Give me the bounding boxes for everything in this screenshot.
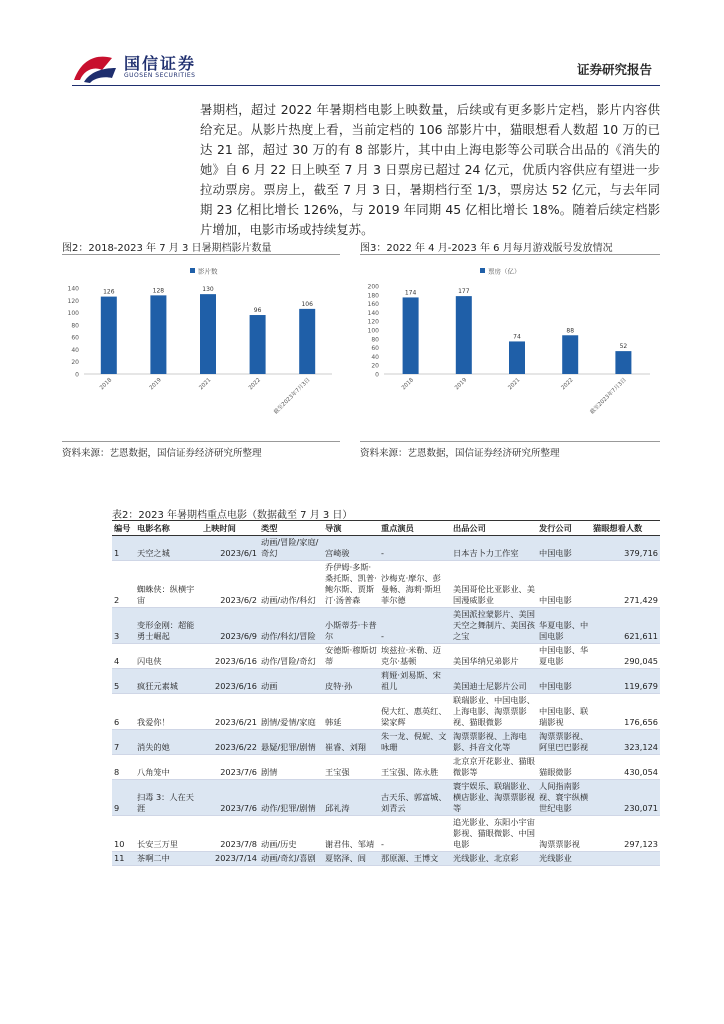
table-cell — [591, 852, 660, 866]
table-cell: 古天乐、郭富城、刘青云 — [379, 780, 451, 816]
table-row — [112, 694, 660, 730]
table-cell: 埃兹拉·米勒、迈克尔·基顿 — [379, 644, 451, 669]
table-cell: 11 — [112, 852, 135, 866]
table-cell: 消失的她 — [135, 730, 201, 755]
table-cell: 八角笼中 — [135, 755, 201, 780]
table-cell: 美国华纳兄弟影片 — [451, 644, 537, 669]
company-logo — [72, 50, 198, 84]
fig2-xtick-label: 2018 — [99, 377, 114, 392]
table-cell: 淘票票影视、阿里巴巴影视 — [537, 730, 591, 755]
table2 — [112, 520, 660, 866]
fig3-ytick-label: 80 — [371, 336, 379, 344]
table-cell: 王宝强 — [323, 755, 379, 780]
table-cell: 中国电影、联瑞影视 — [537, 694, 591, 730]
table-cell: 动画/奇幻/喜剧 — [259, 852, 323, 866]
table-cell: 人间指南影视、寰宇纵横世纪电影 — [537, 780, 591, 816]
table-cell: 9 — [112, 780, 135, 816]
table-cell: 379,716 — [591, 536, 660, 561]
figure2-chart — [62, 256, 340, 442]
table-cell: 扫毒 3：人在天涯 — [135, 780, 201, 816]
table-cell: 联瑞影业、中国电影、上海电影、淘票票影视、猫眼微影 — [451, 694, 537, 730]
fig2-bar — [200, 294, 216, 374]
logo-text-en: GUOSEN SECURITIES — [124, 72, 196, 79]
table-cell: 621,611 — [591, 608, 660, 644]
fig2-bar — [150, 295, 166, 374]
table-cell: 动画/冒险/家庭/奇幻 — [259, 536, 323, 561]
table-cell: 271,429 — [591, 561, 660, 608]
fig2-bar — [299, 309, 315, 374]
fig2-data-label: 126 — [103, 288, 115, 296]
fig3-bar — [562, 335, 578, 374]
table-cell: 动画 — [259, 669, 323, 694]
table-cell: 王宝强、陈永胜 — [379, 755, 451, 780]
figure2-source: 资料来源：艺恩数据，国信证券经济研究所整理 — [62, 448, 262, 459]
figure2-bottom-rule — [62, 441, 340, 442]
fig3-legend-swatch — [480, 268, 485, 273]
table-cell: 动画/历史 — [259, 816, 323, 852]
col-header: 电影名称 — [135, 521, 201, 536]
table-row — [112, 561, 660, 608]
table-cell: - — [379, 608, 451, 644]
fig2-bar — [250, 315, 266, 374]
fig3-data-label: 88 — [566, 327, 575, 335]
table-cell: - — [379, 536, 451, 561]
figure2-top-rule — [62, 254, 340, 255]
table-cell: 朱一龙、倪妮、文咏珊 — [379, 730, 451, 755]
table-cell: 华夏电影、中国电影 — [537, 608, 591, 644]
col-header: 出品公司 — [451, 521, 537, 536]
fig2-xtick-label: 2021 — [198, 377, 213, 392]
guosen-logo-icon — [72, 52, 118, 84]
table-cell: 韩延 — [323, 694, 379, 730]
fig2-ytick-label: 60 — [71, 334, 79, 342]
table-cell: 蜘蛛侠：纵横宇宙 — [135, 561, 201, 608]
table-cell: 2023/6/16 — [201, 669, 259, 694]
table-cell: 2023/7/14 — [201, 852, 259, 866]
fig3-data-label: 52 — [619, 343, 628, 351]
table2-title: 表2：2023 年暑期档重点电影（数据截至 7 月 3 日） — [112, 510, 353, 521]
fig3-xtick-label: 2018 — [400, 377, 416, 392]
table-cell: 中国电影 — [537, 561, 591, 608]
fig3-xtick-label: 2021 — [507, 377, 522, 392]
fig2-xtick-label: 2019 — [148, 377, 163, 392]
report-type-title: 证券研究报告 — [576, 62, 652, 77]
fig3-ytick-label: 20 — [371, 362, 379, 370]
table-cell: 2023/7/8 — [201, 816, 259, 852]
figure2-title: 图2：2018-2023 年 7 月 3 日暑期档影片数量 — [62, 243, 272, 254]
fig2-ytick-label: 0 — [75, 371, 79, 379]
table-cell: 1 — [112, 536, 135, 561]
fig2-xtick-label: 2022 — [247, 377, 263, 392]
table-cell: 中国电影、华夏电影 — [537, 644, 591, 669]
fig3-ytick-label: 160 — [367, 301, 379, 309]
table-cell: 动作/犯罪/剧情 — [259, 780, 323, 816]
table-cell: 变形金刚：超能勇士崛起 — [135, 608, 201, 644]
header-divider — [72, 85, 660, 86]
table-row — [112, 644, 660, 669]
table-row — [112, 755, 660, 780]
table-cell: 2023/6/22 — [201, 730, 259, 755]
table-cell: 乔伊姆·多斯·桑托斯、凯普·鲍尔斯、贾斯汀·汤普森 — [323, 561, 379, 608]
body-paragraph: 暑期档，超过 2022 年暑期档电影上映数量，后续或有更多影片定档，影片内容供给充足。从影片热度上看，当前定档的 106 部影片中，猫眼想看人数超 10 万的已达 21 部，超过 30 万的有 8 部影片，其中由上海电影等公司联合出品的《消失的她》自 6 月 22 日上映至 7 月 3 日票房已超过 24 亿元，优质内容供应有望进一步拉动票房。票房上，截至 7 月 3 日，暑期档行至 1/3，票房达 52 亿元，与去年同期 23 亿相比增长 126%，与 2019 年同期 45 亿相比增长 18%。随着后续定档影片增加，电影市场或持续复苏。 — [200, 102, 660, 237]
table-cell: 沙梅克·摩尔、彭曼畅、海莉·斯坦菲尔德 — [379, 561, 451, 608]
table-cell: 动作/科幻/冒险 — [259, 608, 323, 644]
fig3-ytick-label: 140 — [367, 309, 379, 317]
table-cell: 3 — [112, 608, 135, 644]
table-cell: 天空之城 — [135, 536, 201, 561]
figure3-source: 资料来源：艺恩数据，国信证券经济研究所整理 — [360, 448, 560, 459]
table-cell: 6 — [112, 694, 135, 730]
table-cell: 美国派拉蒙影片、美国天空之舞制片、美国孩之宝 — [451, 608, 537, 644]
fig3-bar — [456, 296, 472, 374]
fig2-data-label: 130 — [202, 286, 214, 294]
table-cell: 4 — [112, 644, 135, 669]
table-cell: 119,679 — [591, 669, 660, 694]
table-cell: 230,071 — [591, 780, 660, 816]
table-cell: 寰宇娱乐、联瑞影业、横店影业、淘票票影视等 — [451, 780, 537, 816]
fig3-ytick-label: 40 — [371, 353, 379, 361]
table-cell: 皮特·孙 — [323, 669, 379, 694]
table-row — [112, 730, 660, 755]
table-cell: 淘票票影视、上海电影、抖音文化等 — [451, 730, 537, 755]
fig3-data-label: 74 — [513, 333, 521, 341]
fig3-xtick-label: 截至2023年7月3日 — [589, 377, 628, 416]
table-cell: 莉娅·刘易斯、宋祖儿 — [379, 669, 451, 694]
table-cell: 2023/6/21 — [201, 694, 259, 730]
fig2-ytick-label: 140 — [67, 285, 79, 293]
table-cell: 2023/7/6 — [201, 780, 259, 816]
table-cell: 2023/6/9 — [201, 608, 259, 644]
table-cell: 日本吉卜力工作室 — [451, 536, 537, 561]
table-cell: 剧情/爱情/家庭 — [259, 694, 323, 730]
fig2-data-label: 106 — [301, 300, 313, 308]
table-cell: 疯狂元素城 — [135, 669, 201, 694]
table-cell: 2 — [112, 561, 135, 608]
fig3-data-label: 174 — [404, 289, 417, 297]
fig2-ytick-label: 80 — [71, 322, 79, 330]
table-cell: 北京京开花影业、猫眼微影等 — [451, 755, 537, 780]
fig2-legend-swatch — [190, 268, 195, 273]
table-cell: 茶啊二中 — [135, 852, 201, 866]
col-header: 发行公司 — [537, 521, 591, 536]
logo-text-cn: 国信证券 — [124, 54, 197, 73]
fig2-ytick-label: 20 — [71, 359, 79, 367]
fig3-bar — [509, 341, 525, 374]
col-header: 重点演员 — [379, 521, 451, 536]
figure3-title: 图3：2022 年 4 月-2023 年 6 月每月游戏版号发放情况 — [360, 243, 613, 254]
fig2-ytick-label: 40 — [71, 346, 79, 354]
table-cell: 倪大红、惠英红、梁家辉 — [379, 694, 451, 730]
table-cell: 光线影业、北京彩 — [451, 852, 537, 866]
fig3-legend-label: 票房（亿） — [488, 267, 521, 276]
figure3-bottom-rule — [360, 441, 660, 442]
table-cell: 10 — [112, 816, 135, 852]
table-header-row — [112, 521, 660, 536]
table-cell: 美国哥伦比亚影业、美国漫威影业 — [451, 561, 537, 608]
table-row — [112, 669, 660, 694]
table-cell: 290,045 — [591, 644, 660, 669]
figure3-top-rule — [360, 254, 660, 255]
table-cell: 动画/动作/科幻 — [259, 561, 323, 608]
col-header: 猫眼想看人数 — [591, 521, 660, 536]
fig3-bar — [403, 297, 419, 374]
fig3-ytick-label: 0 — [375, 371, 379, 379]
table-cell: 悬疑/犯罪/剧情 — [259, 730, 323, 755]
figure3-chart — [360, 256, 660, 442]
table-cell: 淘票票影视 — [537, 816, 591, 852]
table-cell: 安德斯·穆斯切蒂 — [323, 644, 379, 669]
fig2-data-label: 128 — [152, 287, 165, 295]
fig3-ytick-label: 100 — [367, 327, 379, 335]
table-cell: 2023/6/2 — [201, 561, 259, 608]
fig2-ytick-label: 100 — [67, 310, 79, 318]
table-cell: 7 — [112, 730, 135, 755]
fig2-legend-label: 影片数 — [198, 267, 218, 276]
table-row — [112, 852, 660, 866]
table-cell: 追光影业、东阳小宇宙影视、猫眼微影、中国电影 — [451, 816, 537, 852]
table-cell: 光线影业 — [537, 852, 591, 866]
table-cell: 176,656 — [591, 694, 660, 730]
table-cell: 动作/冒险/奇幻 — [259, 644, 323, 669]
table-cell: 8 — [112, 755, 135, 780]
table-cell: 297,123 — [591, 816, 660, 852]
fig3-ytick-label: 200 — [367, 283, 379, 291]
fig2-bar — [101, 297, 117, 374]
table-cell: 小斯蒂芬·卡普尔 — [323, 608, 379, 644]
col-header: 编号 — [112, 521, 135, 536]
fig3-ytick-label: 180 — [367, 292, 379, 300]
table-row — [112, 536, 660, 561]
fig3-xtick-label: 2022 — [560, 377, 575, 392]
table-row — [112, 816, 660, 852]
table-cell: 2023/7/6 — [201, 755, 259, 780]
fig2-xtick-label: 截至2023年7月3日 — [273, 377, 312, 416]
fig3-data-label: 177 — [458, 288, 470, 296]
fig2-data-label: 96 — [253, 307, 262, 315]
table-cell: 2023/6/16 — [201, 644, 259, 669]
col-header: 上映时间 — [201, 521, 259, 536]
table-cell: 美国迪士尼影片公司 — [451, 669, 537, 694]
table-cell: 猫眼微影 — [537, 755, 591, 780]
fig3-xtick-label: 2019 — [454, 377, 469, 392]
fig2-ytick-label: 120 — [67, 297, 79, 305]
col-header: 导演 — [323, 521, 379, 536]
table-row — [112, 780, 660, 816]
table-cell: 中国电影 — [537, 536, 591, 561]
table-cell: 邱礼涛 — [323, 780, 379, 816]
table-cell: 长安三万里 — [135, 816, 201, 852]
table-cell: 剧情 — [259, 755, 323, 780]
table-cell: 那原源、王博文 — [379, 852, 451, 866]
table-cell: 夏铭泽、闾 — [323, 852, 379, 866]
table-cell: 2023/6/1 — [201, 536, 259, 561]
table-cell: 5 — [112, 669, 135, 694]
table-cell: 宫崎骏 — [323, 536, 379, 561]
table-cell: 我爱你！ — [135, 694, 201, 730]
fig3-bar — [615, 351, 631, 374]
fig3-ytick-label: 60 — [371, 345, 379, 353]
table-cell: - — [379, 816, 451, 852]
table-cell: 323,124 — [591, 730, 660, 755]
col-header: 类型 — [259, 521, 323, 536]
table-cell: 谢君伟、邹靖 — [323, 816, 379, 852]
fig3-ytick-label: 120 — [367, 318, 379, 326]
table-cell: 430,054 — [591, 755, 660, 780]
table-cell: 闪电侠 — [135, 644, 201, 669]
table-cell: 崔睿、刘翔 — [323, 730, 379, 755]
table-row — [112, 608, 660, 644]
table-cell: 中国电影 — [537, 669, 591, 694]
